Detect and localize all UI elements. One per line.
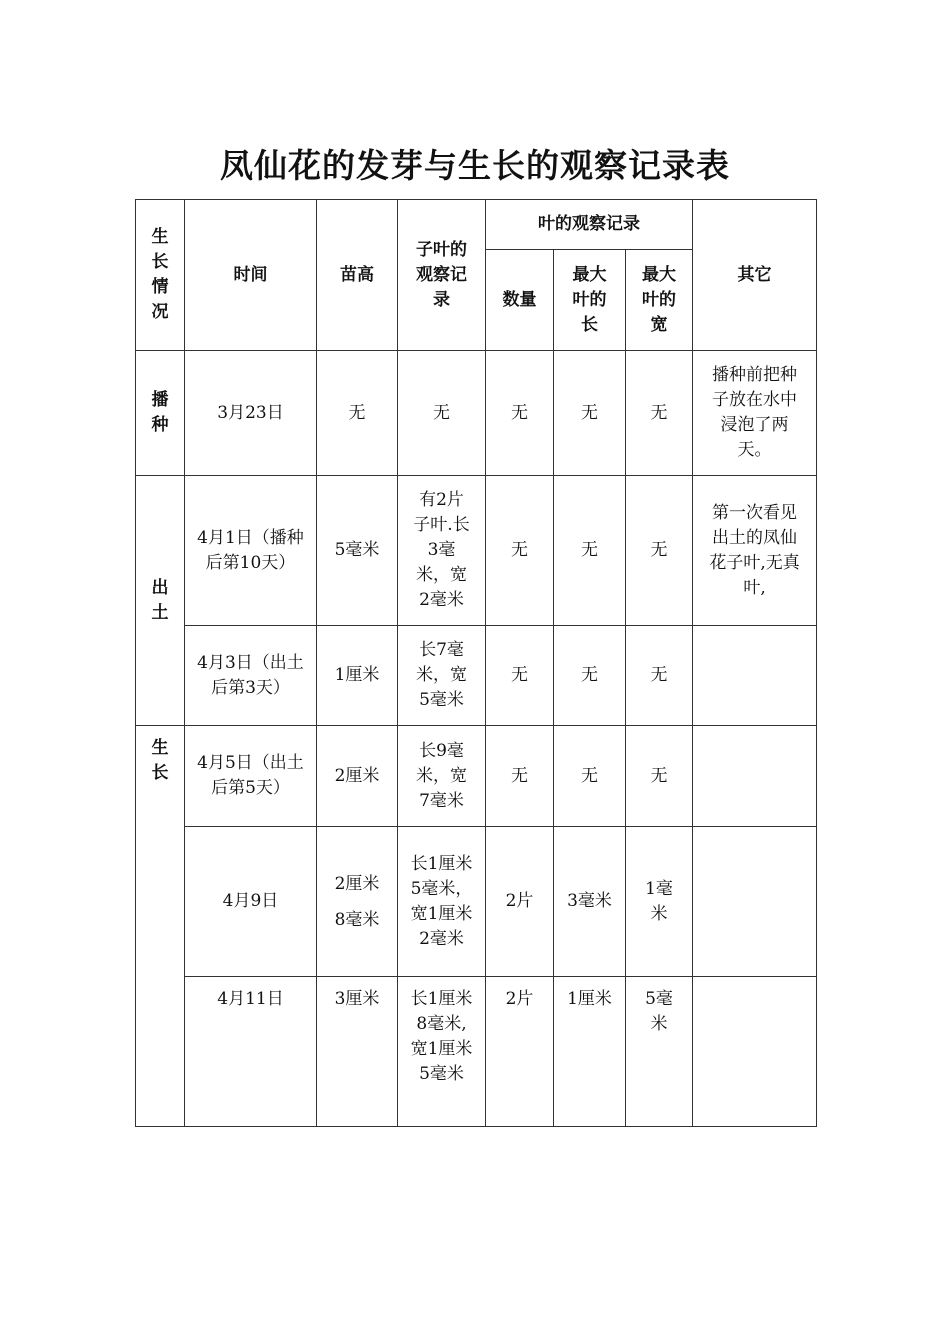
stage-emerge: 出土 [136,476,185,726]
cell-time: 4月9日 [185,827,317,977]
cell-height: 1厘米 [317,626,398,726]
cell-time: 4月5日（出土后第5天） [185,726,317,827]
cell-max-length: 无 [554,626,626,726]
header-time: 时间 [185,200,317,351]
cell-max-length: 无 [554,476,626,626]
cell-max-length: 无 [554,726,626,827]
cell-count: 无 [486,476,554,626]
cell-other [693,827,817,977]
table-row [136,351,817,476]
header-other: 其它 [693,200,817,351]
stage-sow: 播种 [136,351,185,476]
cell-count: 无 [486,351,554,476]
cell-height: 2厘米8毫米 [317,827,398,977]
table-row [136,476,817,626]
table-row [136,827,817,977]
header-cotyledon: 子叶的观察记录 [398,200,486,351]
page-title: 凤仙花的发芽与生长的观察记录表 [220,146,730,185]
table-row [136,626,817,726]
cell-time: 4月11日 [185,977,317,1127]
cell-max-width: 5毫米 [626,977,693,1127]
cell-other: 播种前把种子放在水中浸泡了两天。 [693,351,817,476]
cell-cotyledon: 长9毫米，宽7毫米 [398,726,486,827]
header-leaf-record: 叶的观察记录 [486,200,693,250]
cell-cotyledon: 长1厘米8毫米,宽1厘米5毫米 [398,977,486,1127]
cell-other: 第一次看见出土的凤仙花子叶,无真叶, [693,476,817,626]
cell-time: 3月23日 [185,351,317,476]
cell-height: 2厘米 [317,726,398,827]
cell-time: 4月1日（播种后第10天） [185,476,317,626]
cell-max-width: 无 [626,351,693,476]
cell-time: 4月3日（出土后第3天） [185,626,317,726]
cell-count: 2片 [486,827,554,977]
cell-count: 2片 [486,977,554,1127]
cell-count: 无 [486,726,554,827]
header-stage: 生长情况 [136,200,185,351]
cell-cotyledon: 长1厘米5毫米，宽1厘米2毫米 [398,827,486,977]
header-height: 苗高 [317,200,398,351]
cell-count: 无 [486,626,554,726]
header-leaf-count: 数量 [486,250,554,351]
cell-other [693,726,817,827]
cell-max-width: 无 [626,476,693,626]
cell-other [693,626,817,726]
header-max-leaf-width: 最大叶的宽 [626,250,693,351]
cell-max-length: 无 [554,351,626,476]
cell-max-width: 1毫米 [626,827,693,977]
observation-table [135,199,817,1127]
cell-max-width: 无 [626,626,693,726]
cell-cotyledon: 无 [398,351,486,476]
cell-max-length: 3毫米 [554,827,626,977]
table-row [136,977,817,1127]
cell-cotyledon: 长7毫米，宽5毫米 [398,626,486,726]
cell-max-width: 无 [626,726,693,827]
stage-grow: 生长 [136,726,185,1127]
cell-height: 5毫米 [317,476,398,626]
table-row [136,726,817,827]
cell-other [693,977,817,1127]
header-max-leaf-length: 最大叶的长 [554,250,626,351]
cell-max-length: 1厘米 [554,977,626,1127]
cell-cotyledon: 有2片子叶.长3毫米，宽2毫米 [398,476,486,626]
cell-height: 3厘米 [317,977,398,1127]
cell-height: 无 [317,351,398,476]
